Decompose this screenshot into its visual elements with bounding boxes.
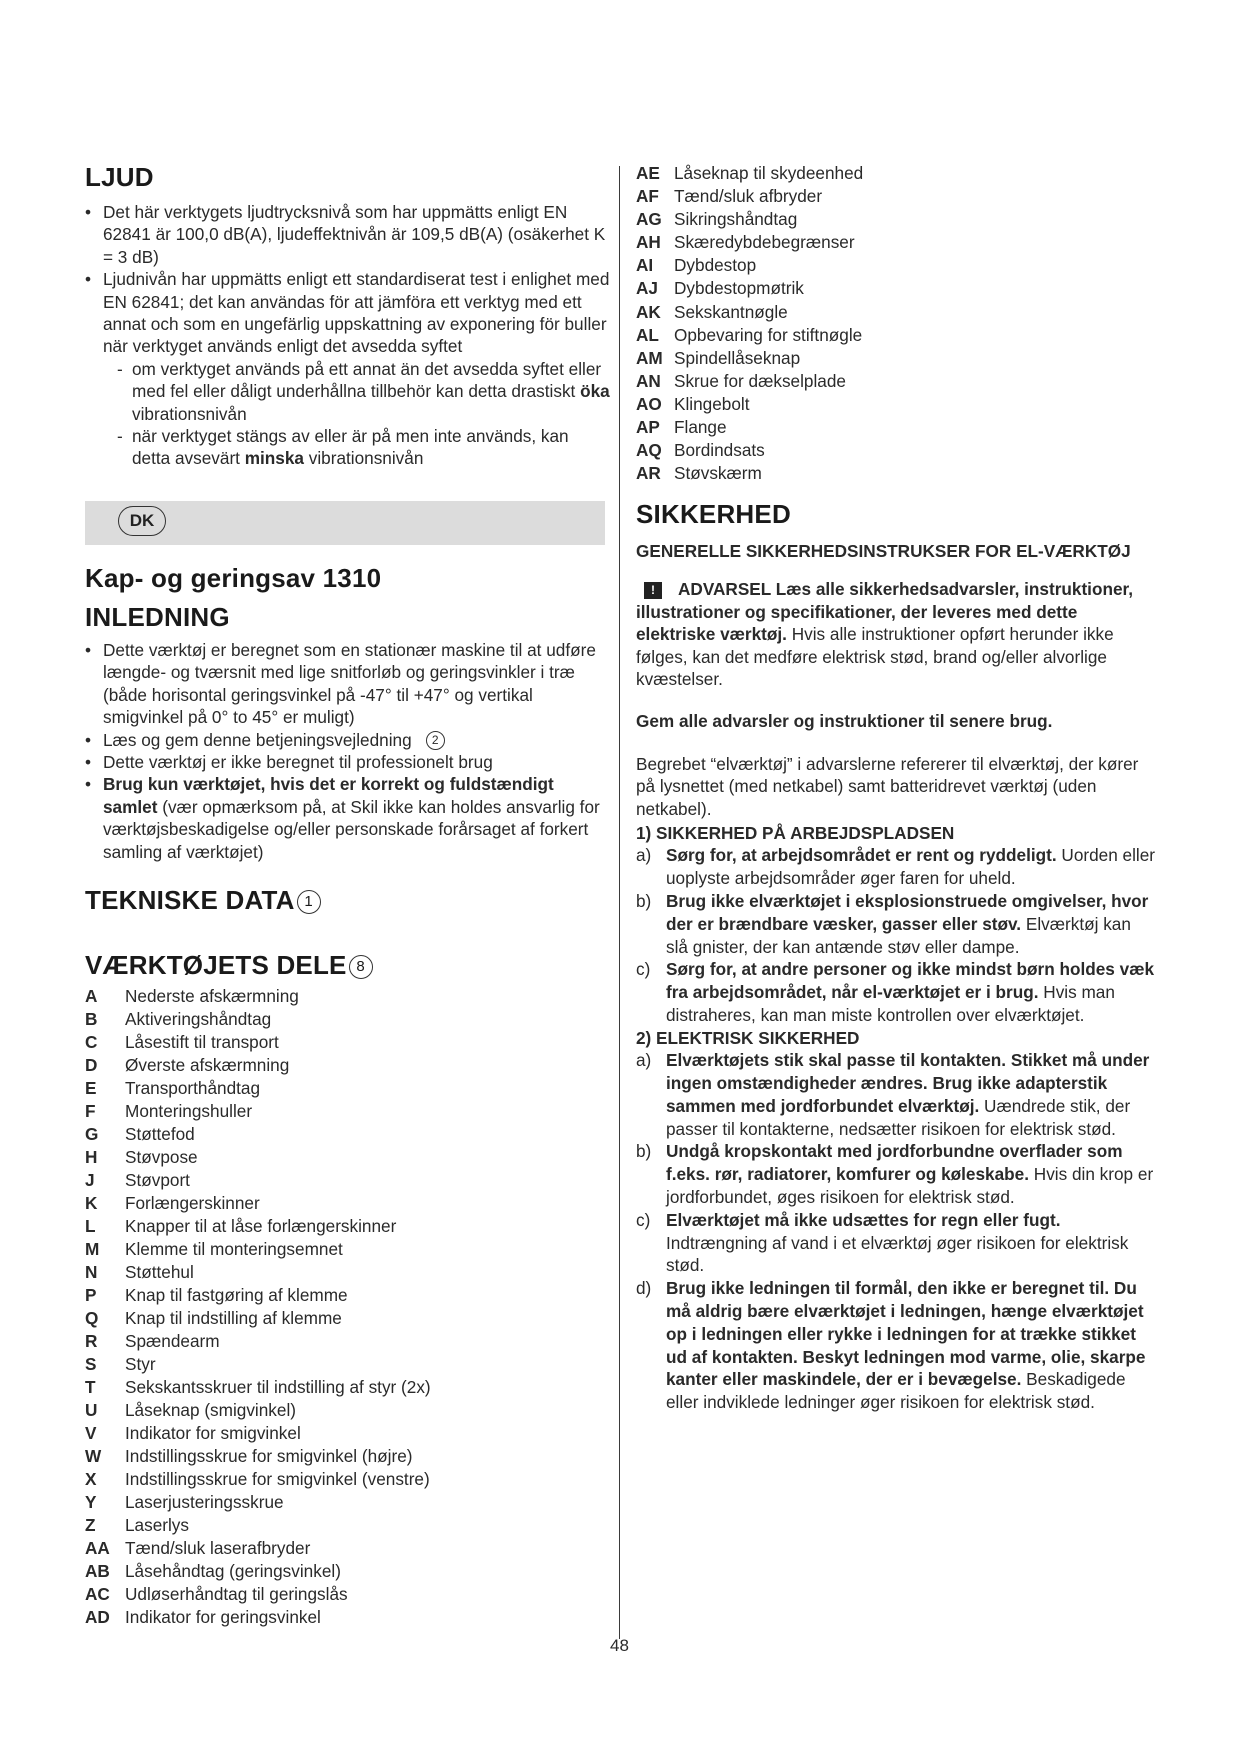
part-label: Støvpose — [125, 1146, 198, 1167]
language-band — [85, 501, 605, 545]
part-letter: Y — [85, 1491, 97, 1512]
part-letter: G — [85, 1123, 99, 1144]
warning-icon: ! — [644, 582, 662, 599]
part-label: Tænd/sluk laserafbryder — [125, 1537, 311, 1558]
part-letter: AB — [85, 1560, 110, 1581]
safety-item: b) Undgå kropskontakt med jordforbundne overflader som f.eks. rør, radiatorer, komfurer og køleskabe. Hvis din krop er jordforbundet, øges risikoen for elektrisk stød. — [636, 1141, 1154, 1207]
part-label: Transporthåndtag — [125, 1077, 261, 1098]
warning-paragraph: ! ADVARSEL Læs alle sikkerhedsadvarsler, instruktioner, illustrationer og specifikationer, der leveres med dette elektriske værktøj. Hvis alle instruktioner opført herunder ikke følges, kan det medføre elektrisk stød, brand og/eller alvorlige kvæstelser. — [636, 579, 1134, 689]
product-title: Kap- og geringsav 1310 — [85, 562, 382, 593]
left-column — [85, 162, 610, 1629]
inledning-bullet-2: • Læs og gem denne betjeningsvejledning 2 — [85, 729, 610, 751]
part-label: Knapper til at låse forlængerskinner — [125, 1215, 397, 1236]
vaerktoejets-dele-heading: VÆRKTØJETS DELE 8 — [85, 950, 610, 981]
part-letter: Q — [85, 1307, 99, 1328]
ljud-dash-2: - när verktyget stängs av eller är på men inte används, kan detta avsevärt minska vibrationsnivån — [117, 426, 569, 469]
part-letter: L — [85, 1215, 96, 1236]
part-letter: C — [85, 1031, 98, 1052]
inledning-bullet-1: • Dette værktøj er beregnet som en stationær maskine til at udføre længde- og tværsnit med lige snitforløb og geringsvinkler i træ (både horisontal geringsvinkel på -47° til +47° og vertikal smigvinkel på 0° to 45° er muligt) — [85, 639, 610, 729]
inledning-bullet-3: • Dette værktøj er ikke beregnet til professionelt brug — [85, 751, 610, 773]
part-letter: F — [85, 1100, 96, 1121]
part-letter: AM — [636, 347, 663, 368]
ljud-bullet-2: • Ljudnivån har uppmätts enligt ett standardiserat test i enlighet med EN 62841; det kan användas för att jämföra ett verktyg med ett annat och som en ungefärlig uppskattning av exponering för buller när verktyget används enligt det avsedda syftet — [85, 268, 610, 358]
part-letter: N — [85, 1261, 98, 1282]
part-label: Flange — [674, 417, 727, 438]
part-label: Nederste afskærmning — [125, 985, 299, 1006]
inledning-heading: INLEDNING — [85, 601, 230, 632]
part-letter: AI — [636, 255, 654, 276]
part-label: Bordindsats — [674, 440, 765, 461]
part-letter: E — [85, 1077, 97, 1098]
part-letter: R — [85, 1330, 98, 1351]
part-letter: M — [85, 1238, 100, 1259]
tekniske-data-heading: TEKNISKE DATA 1 — [85, 885, 610, 916]
part-label: Skæredybdebegrænser — [674, 232, 855, 253]
part-letter: AF — [636, 186, 659, 207]
parts-list-right — [636, 162, 1156, 485]
part-label: Indikator for smigvinkel — [125, 1422, 301, 1443]
part-letter: H — [85, 1146, 98, 1167]
part-label: Støttehul — [125, 1261, 194, 1282]
sikkerhed-heading: SIKKERHED — [636, 499, 791, 530]
inledning-bullet-4: • Brug kun værktøjet, hvis det er korrekt og fuldstændigt samlet (vær opmærksom på, at Skil ikke kan holdes ansvarlig for værktøjsbeskadigelse og/eller personskade forårsaget af forkert samling af værktøjet) — [85, 773, 610, 863]
ref-circle: 8 — [349, 955, 373, 979]
part-letter: AN — [636, 370, 661, 391]
part-letter: AC — [85, 1583, 110, 1604]
section-1-title: 1) SIKKERHED PÅ ARBEJDSPLADSEN — [636, 822, 955, 843]
part-letter: AK — [636, 301, 661, 322]
part-letter: AO — [636, 393, 662, 414]
part-label: Låsestift til transport — [125, 1031, 279, 1052]
part-letter: B — [85, 1008, 98, 1029]
part-label: Knap til indstilling af klemme — [125, 1307, 342, 1328]
safety-item: b) Brug ikke elværktøjet i eksplosionstruede omgivelser, hvor der er brændbare væsker, gasser eller støv. Elværktøj kan slå gnister, der kan antænde støv eller dampe. — [636, 890, 1149, 957]
part-letter: U — [85, 1399, 98, 1420]
part-label: Spindellåseknap — [674, 347, 801, 368]
part-letter: W — [85, 1445, 102, 1466]
part-letter: AD — [85, 1606, 110, 1627]
section-2-title: 2) ELEKTRISK SIKKERHED — [636, 1027, 860, 1048]
part-label: Dybdestop — [674, 255, 757, 276]
part-label: Styr — [125, 1353, 156, 1374]
ref-circle: 1 — [297, 890, 321, 914]
part-label: Sekskantsskruer til indstilling af styr (2x) — [125, 1376, 431, 1397]
part-label: Dybdestopmøtrik — [674, 278, 804, 299]
safety-item: a) Sørg for, at arbejdsområdet er rent og ryddeligt. Uorden eller uoplyste arbejdsområder øger faren for uheld. — [636, 845, 1156, 889]
keep-instructions: Gem alle advarsler og instruktioner til senere brug. — [636, 711, 1053, 732]
part-label: Sikringshåndtag — [674, 209, 798, 230]
part-label: Tænd/sluk afbryder — [674, 186, 823, 207]
ljud-bullet-1: • Det här verktygets ljudtrycksnivå som har uppmätts enligt EN 62841 är 100,0 dB(A), ljudeffektnivån är 109,5 dB(A) (osäkerhet K = 3 dB) — [85, 201, 610, 268]
part-label: Spændearm — [125, 1330, 220, 1351]
part-label: Monteringshuller — [125, 1100, 253, 1121]
part-label: Skrue for dækselplade — [674, 370, 846, 391]
part-label: Knap til fastgøring af klemme — [125, 1284, 348, 1305]
part-letter: AJ — [636, 278, 658, 299]
safety-subtitle: GENERELLE SIKKERHEDSINSTRUKSER FOR EL-VÆRKTØJ — [636, 541, 1131, 562]
part-label: Støvport — [125, 1169, 190, 1190]
part-letter: K — [85, 1192, 98, 1213]
part-label: Klingebolt — [674, 393, 750, 414]
ref-circle: 2 — [426, 731, 445, 750]
part-label: Klemme til monteringsemnet — [125, 1238, 343, 1259]
section-2-items — [636, 1049, 1156, 1414]
part-letter: AA — [85, 1537, 110, 1558]
part-letter: AP — [636, 417, 660, 438]
part-label: Laserjusteringsskrue — [125, 1491, 284, 1512]
part-letter: AR — [636, 463, 661, 484]
ljud-heading: LJUD — [85, 162, 154, 192]
safety-item: a) Elværktøjets stik skal passe til kontakten. Stikket må under ingen omstændigheder ændres. Brug ikke adapterstik sammen med jordforbundet elværktøj. Uændrede stik, der passer til kontakterne, nedsætter risikoen for elektrisk stød. — [636, 1050, 1150, 1139]
term-definition: Begrebet “elværktøj” i advarslerne refererer til elværktøj, der kører på lysnettet (med netkabel) samt batteridrevet værktøj (uden netkabel). — [636, 753, 1139, 819]
part-label: Sekskantnøgle — [674, 301, 788, 322]
page-number: 48 — [610, 1636, 629, 1655]
part-letter: J — [85, 1169, 95, 1190]
column-divider — [619, 166, 620, 1639]
part-letter: Z — [85, 1514, 96, 1535]
part-label: Indstillingsskrue for smigvinkel (venstre) — [125, 1468, 430, 1489]
part-label: Aktiveringshåndtag — [125, 1008, 272, 1029]
part-letter: AL — [636, 324, 659, 345]
part-letter: A — [85, 985, 98, 1006]
part-letter: AH — [636, 232, 661, 253]
part-label: Støttefod — [125, 1123, 195, 1144]
part-letter: V — [85, 1422, 97, 1443]
part-label: Låsehåndtag (geringsvinkel) — [125, 1560, 341, 1581]
part-letter: AQ — [636, 440, 662, 461]
part-label: Indstillingsskrue for smigvinkel (højre) — [125, 1445, 413, 1466]
part-label: Øverste afskærmning — [125, 1054, 290, 1075]
part-label: Låseknap til skydeenhed — [674, 163, 864, 183]
part-letter: P — [85, 1284, 97, 1305]
part-letter: T — [85, 1376, 96, 1397]
language-badge: DK — [118, 506, 166, 536]
part-letter: D — [85, 1054, 98, 1075]
part-letter: S — [85, 1353, 97, 1374]
part-letter: X — [85, 1468, 97, 1489]
parts-list-left — [85, 985, 610, 1629]
ljud-dash-1: - om verktyget används på ett annat än det avsedda syftet eller med fel eller dåligt underhållna tillbehör kan detta drastiskt öka vibrationsnivån — [117, 358, 610, 424]
part-label: Opbevaring for stiftnøgle — [674, 324, 863, 345]
part-label: Forlængerskinner — [125, 1192, 260, 1213]
part-label: Indikator for geringsvinkel — [125, 1606, 321, 1627]
right-column — [636, 162, 1156, 1414]
part-label: Udløserhåndtag til geringslås — [125, 1583, 348, 1604]
safety-item: c) Sørg for, at andre personer og ikke mindst børn holdes væk fra arbejdsområdet, når el-værktøjet er i brug. Hvis man distraheres, kan man miste kontrollen over elværktøjet. — [636, 959, 1155, 1025]
safety-item: d) Brug ikke ledningen til formål, den ikke er beregnet til. Du må aldrig bære elværktøjet i ledningen, hænge elværktøjet op i ledningen eller rykke i ledningen for at trække stikket ud af kontakten. Beskyt ledningen mod varme, olie, skarpe kanter eller maskindele, der er i bevægelse. Beskadigede eller indviklede ledninger øger risikoen for elektrisk stød. — [636, 1278, 1146, 1413]
part-letter: AE — [636, 163, 660, 183]
safety-item: c) Elværktøjet må ikke udsættes for regn eller fugt. Indtrængning af vand i et elværktøj øger risikoen for elektrisk stød. — [636, 1209, 1129, 1276]
part-label: Låseknap (smigvinkel) — [125, 1399, 296, 1420]
part-letter: AG — [636, 209, 662, 230]
section-1-items — [636, 844, 1156, 1026]
part-label: Laserlys — [125, 1514, 189, 1535]
part-label: Støvskærm — [674, 463, 762, 484]
